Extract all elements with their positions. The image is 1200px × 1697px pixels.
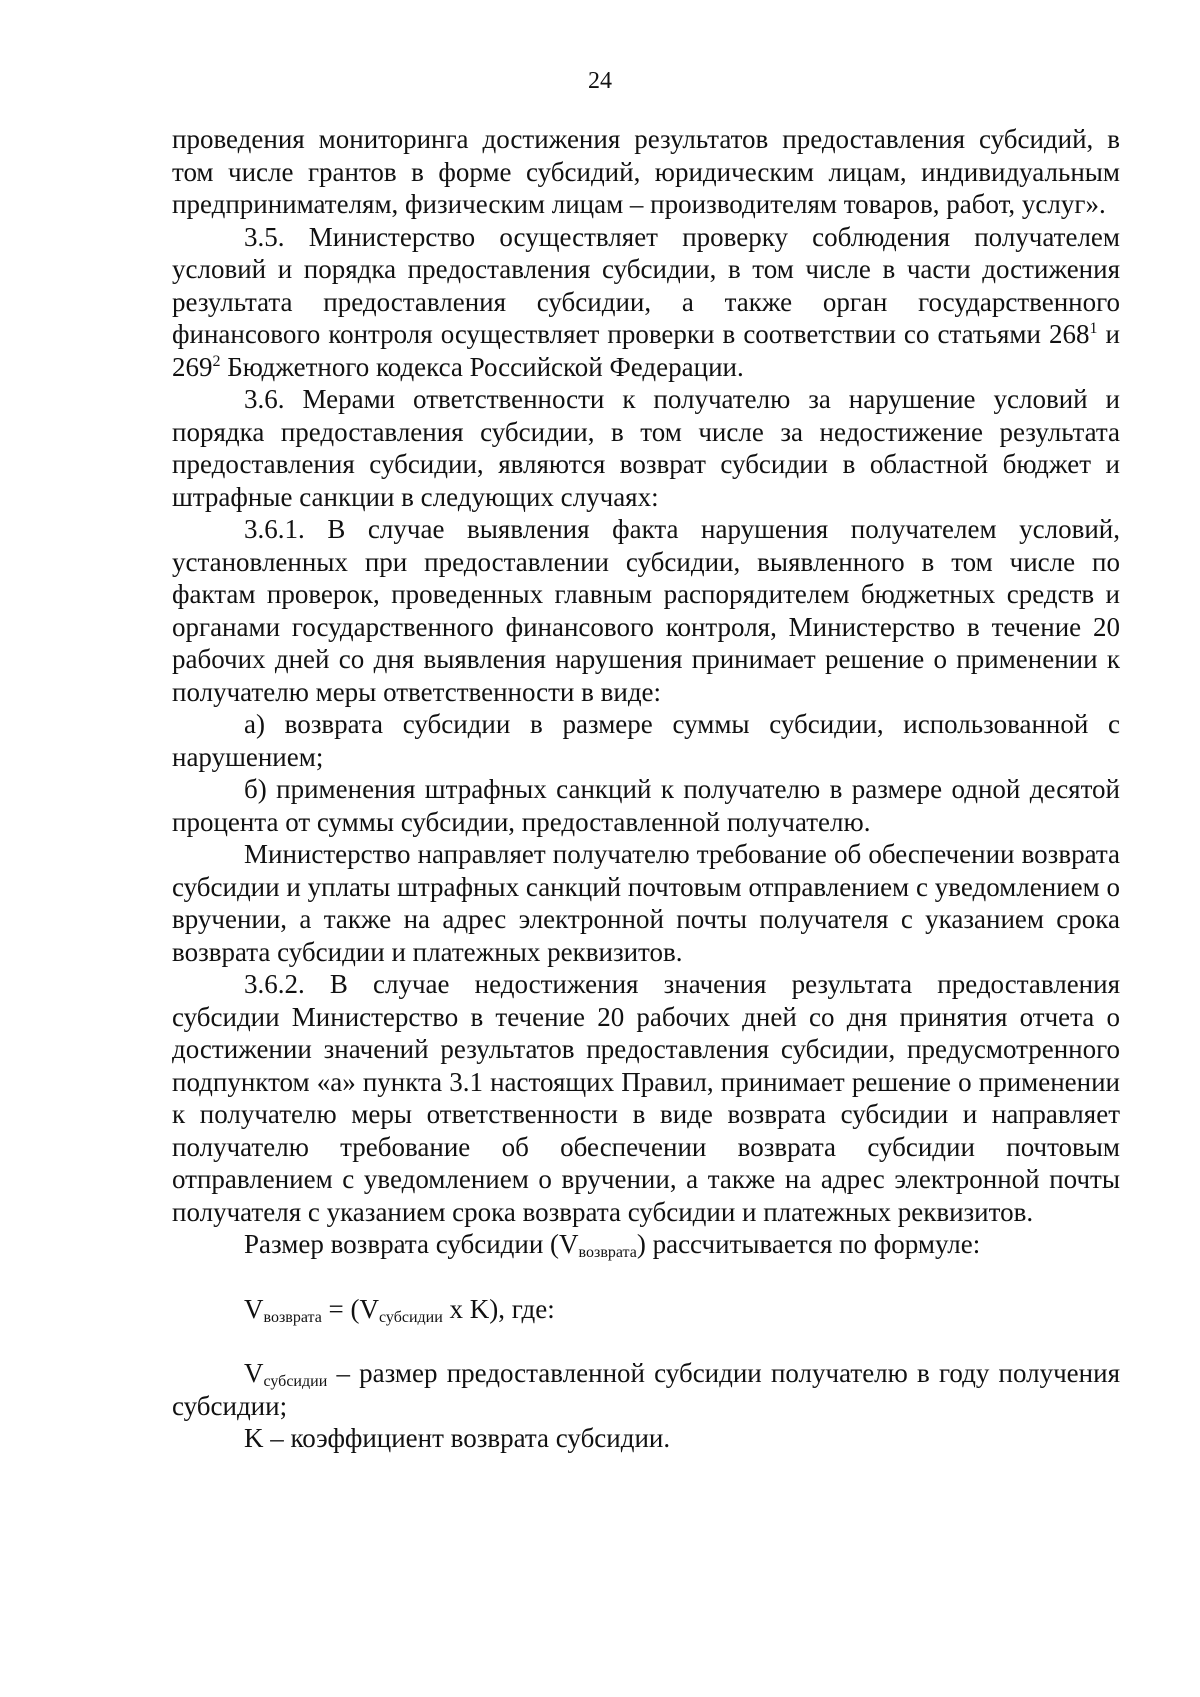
- formula-variable-v: V: [244, 1293, 264, 1324]
- article-number-1: 268: [1049, 319, 1090, 349]
- paragraph-3-6: 3.6. Мерами ответственности к получателю за нарушение условий и порядка предоставления субсидии, в том числе за недостижение результата предоставления субсидии, являются возврат субсидии в областной бюджет и штрафные санкции в следующих случаях:: [172, 384, 1120, 512]
- formula-intro-text: Размер возврата субсидии (V: [244, 1229, 579, 1259]
- paragraph-3-5-ending: Бюджетного кодекса Российской Федерации.: [220, 351, 744, 382]
- document-body: [172, 123, 1120, 1455]
- formula-ending: x K), где:: [442, 1293, 555, 1324]
- definition-variable-v: V: [244, 1358, 264, 1388]
- article-superscript-2: 2: [212, 352, 221, 370]
- formula-intro-subscript: возврата: [578, 1244, 637, 1261]
- paragraph-formula-intro: [172, 1228, 1120, 1261]
- paragraph-3-5: [172, 221, 1120, 384]
- list-item-a: а) возврата субсидии в размере суммы субсидии, использованной с нарушением;: [172, 709, 1120, 772]
- paragraph-continuation: проведения мониторинга достижения результатов предоставления субсидий, в том числе грантов в форме субсидий, юридическим лицам, индивидуальным предпринимателям, физическим лицам – производителям товаров, работ, услуг».: [172, 124, 1120, 219]
- article-superscript-1: 1: [1089, 320, 1098, 337]
- definition-subscript: субсидии: [263, 1373, 328, 1390]
- formula-intro-ending: ) рассчитывается по формуле:: [636, 1229, 981, 1259]
- list-item-b: б) применения штрафных санкций к получателю в размере одной десятой процента от суммы субсидии, предоставленной получателю.: [172, 774, 1120, 837]
- formula-subscript-return: возврата: [263, 1308, 322, 1326]
- paragraph-3-5-text: 3.5. Министерство осуществляет проверку соблюдения получателем условий и порядка предоставления субсидии, в том числе в части достижения результата предоставления субсидии, а также орган государственного финансового контроля осуществляет проверки в соответствии со статьями: [172, 221, 1120, 349]
- definition-k: K – коэффициент возврата субсидии.: [244, 1423, 671, 1453]
- formula: [172, 1293, 1120, 1326]
- page-number: 24: [588, 68, 612, 94]
- definition-text: – размер предоставленной субсидии получателю в году получения субсидии;: [172, 1358, 1120, 1421]
- paragraph-requirement: Министерство направляет получателю требование об обеспечении возврата субсидии и уплаты штрафных санкций почтовым отправлением с уведомлением о вручении, а также на адрес электронной почты получателя с указанием срока возврата субсидии и платежных реквизитов.: [172, 839, 1120, 967]
- conjunction-text: и: [1097, 319, 1120, 349]
- article-number-2: 269: [172, 351, 213, 382]
- formula-equals: = (V: [321, 1293, 380, 1324]
- formula-subscript-subsidy: субсидии: [379, 1308, 443, 1326]
- paragraph-3-6-2: 3.6.2. В случае недостижения значения результата предоставления субсидии Министерство в течение 20 рабочих дней со дня принятия отчета о достижении значений результатов предоставления субсидии, предусмотренного подпунктом «а» пункта 3.1 настоящих Правил, принимает решение о применении к получателю меры ответственности в виде возврата субсидии и направляет получателю требование об обеспечении возврата субсидии почтовым отправлением с уведомлением о вручении, а также на адрес электронной почты получателя с указанием срока возврата субсидии и платежных реквизитов.: [172, 969, 1120, 1227]
- paragraph-3-6-1: 3.6.1. В случае выявления факта нарушения получателем условий, установленных при предоставлении субсидии, выявленного в том числе по фактам проверок, проведенных главным распорядителем бюджетных средств и органами государственного финансового контроля, Министерство в течение 20 рабочих дней со дня выявления нарушения принимает решение о применении к получателю меры ответственности в виде:: [172, 514, 1120, 707]
- definition-v-subsidy: [172, 1357, 1120, 1422]
